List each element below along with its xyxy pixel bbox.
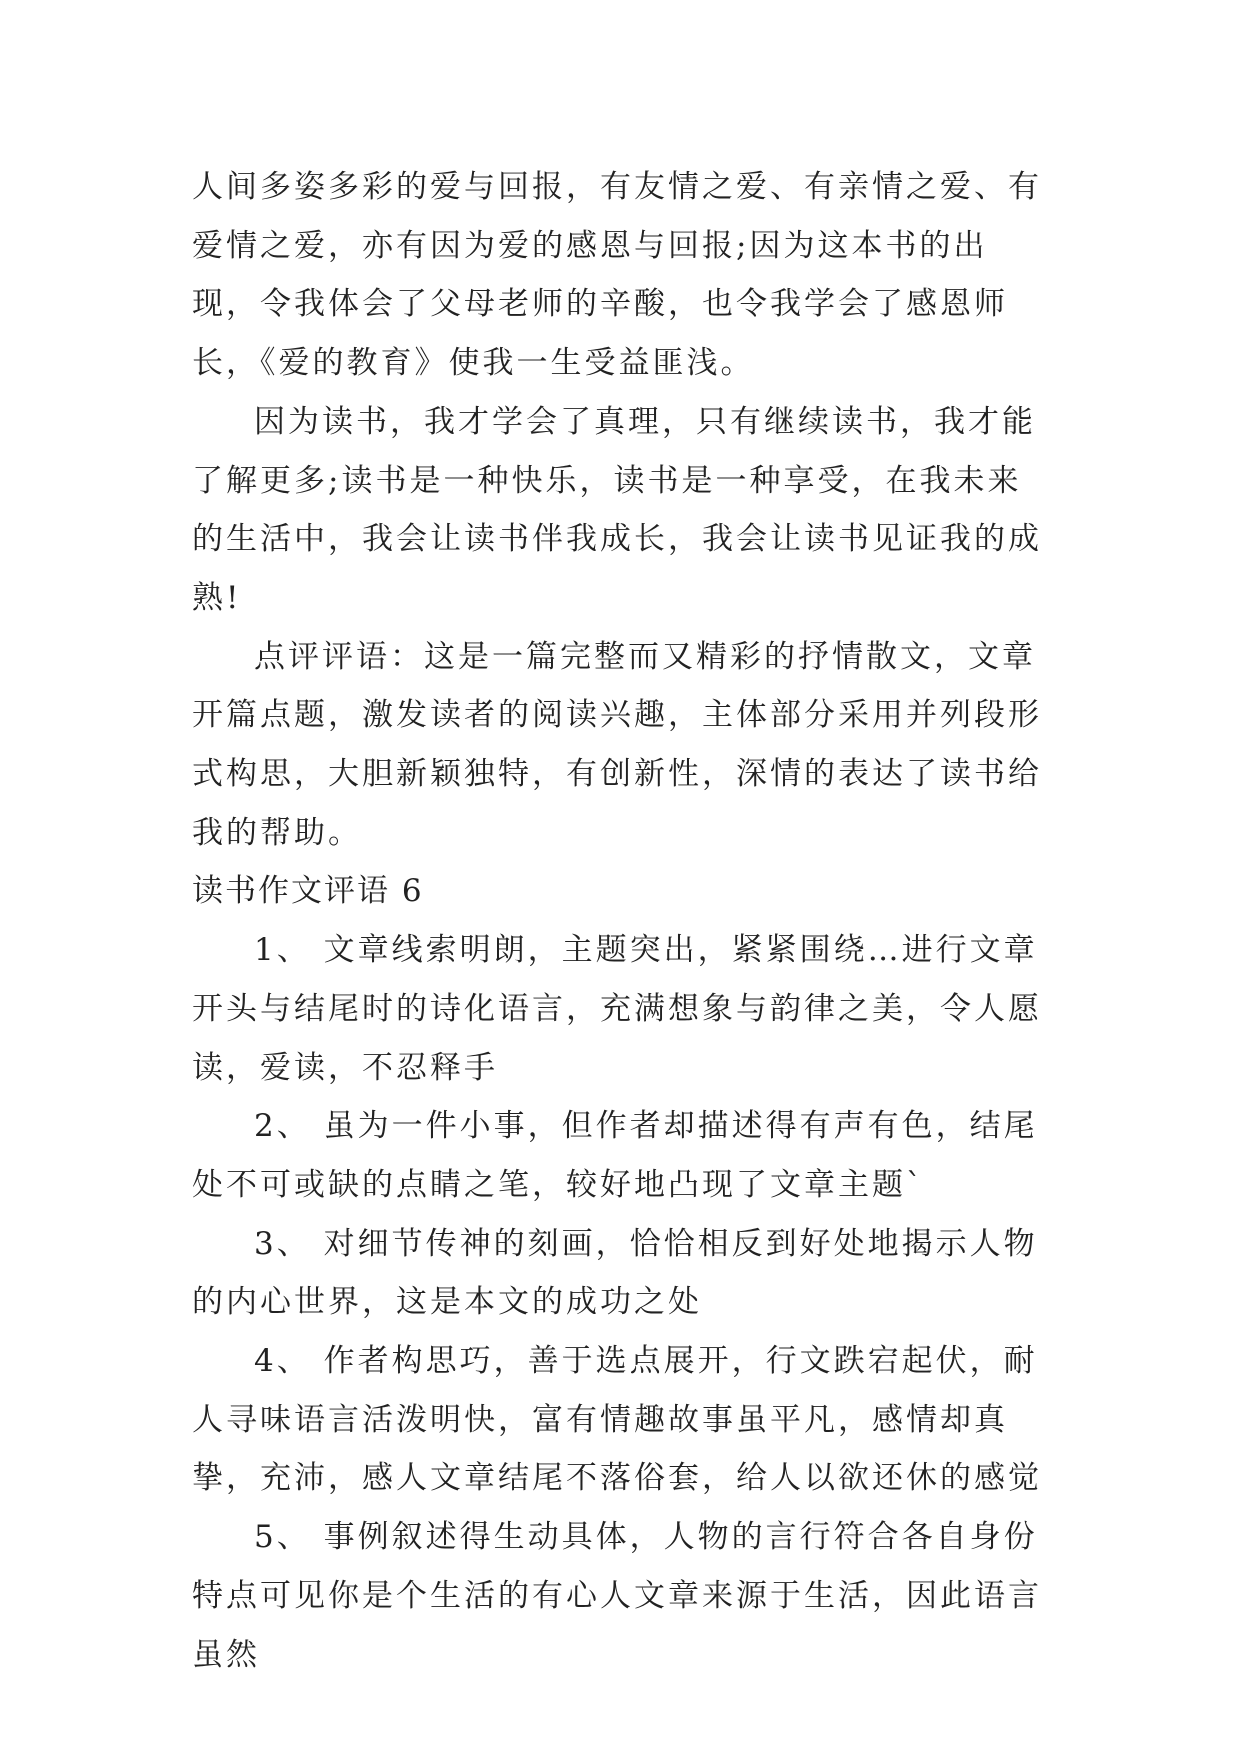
list-item-4: 4、 作者构思巧，善于选点展开，行文跌宕起伏，耐人寻味语言活泼明快，富有情趣故事虽平凡，感情却真挚，充沛，感人文章结尾不落俗套，给人以欲还休的感觉	[192, 1343, 1042, 1497]
paragraph-reading-truth: 因为读书，我才学会了真理，只有继续读书，我才能了解更多;读书是一种快乐，读书是一种享受，在我未来的生活中，我会让读书伴我成长，我会让读书见证我的成熟!	[192, 403, 1042, 616]
paragraph-review-comment: 点评评语：这是一篇完整而又精彩的抒情散文，文章开篇点题，激发读者的阅读兴趣，主体部分采用并列段形式构思，大胆新颖独特，有创新性，深情的表达了读书给我的帮助。	[192, 638, 1042, 851]
section-heading: 读书作文评语 6	[192, 873, 424, 910]
list-item-1: 1、 文章线索明朗，主题突出，紧紧围绕…进行文章开头与结尾时的诗化语言，充满想象与韵律之美，令人愿读，爱读，不忍释手	[192, 932, 1042, 1086]
list-item-5: 5、 事例叙述得生动具体，人物的言行符合各自身份特点可见你是个生活的有心人文章来源于生活，因此语言虽然	[192, 1519, 1042, 1673]
list-item-2: 2、 虽为一件小事，但作者却描述得有声有色，结尾处不可或缺的点睛之笔，较好地凸现了文章主题`	[192, 1108, 1038, 1203]
document-body	[192, 158, 1052, 1684]
paragraph-continuation: 人间多姿多彩的爱与回报，有友情之爱、有亲情之爱、有爱情之爱，亦有因为爱的感恩与回报;因为这本书的出现，令我体会了父母老师的辛酸，也令我学会了感恩师长，《爱的教育》使我一生受益匪浅。	[192, 169, 1042, 382]
list-item-3: 3、 对细节传神的刻画，恰恰相反到好处地揭示人物的内心世界，这是本文的成功之处	[192, 1225, 1038, 1321]
